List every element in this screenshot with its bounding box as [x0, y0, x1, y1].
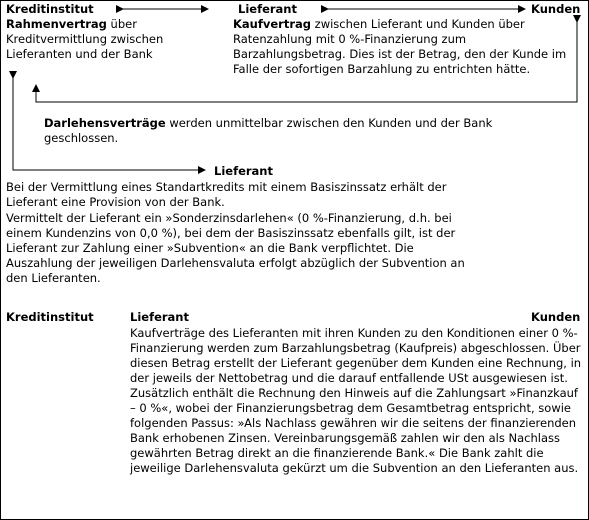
top-label-kreditinstitut: Kreditinstitut — [6, 2, 94, 16]
rahmenvertrag-text — [6, 17, 204, 62]
bottom-label-lieferant: Lieferant — [130, 310, 189, 324]
bottom-label-kreditinstitut: Kreditinstitut — [6, 310, 94, 324]
bottom-paragraph: Kaufverträge des Lieferanten mit ihren Kunden zu den Konditionen einer 0 %-Finanzierung werden zum Barzahlungsbetrag (Kaufpreis) abgeschlossen. Über diesen Betrag erstellt der Lieferant gegenüber dem Kunden eine Rechnung, in der jeweils der Nettobetrag und die darauf entfallende USt ausgewiesen ist. Zusätzlich enthält die Rechnung den Hinweis auf die Zahlungsart »Finanzkauf – 0 %«, wobei der Finanzierungsbetrag dem Gesamtbetrag entspricht, sowie folgenden Passus: »Als Nachlass gewähren wir die seitens der finanzierenden Bank erhobenen Zinsen. Vereinbarungsgemäß zahlen wir den als Nachlass gewährten Betrag direkt an die finanzierende Bank.« Die Bank zahlt die jeweilige Darlehensvaluta gekürzt um die Subvention an den Lieferanten aus. — [130, 326, 582, 475]
darlehen-body: werden unmittelbar zwischen den Kunden und der Bank geschlossen. — [44, 116, 493, 145]
darlehen-title: Darlehensverträge — [44, 116, 166, 130]
middle-label-lieferant: Lieferant — [214, 164, 273, 178]
kaufvertrag-body: zwischen Lieferant und Kunden über Ratenzahlung mit 0 %-Finanzierung zum Barzahlungsbetrag. Dies ist der Betrag, den der Kunde im Falle der sofortigen Barzahlung zu entrichten hätte. — [233, 17, 567, 76]
middle-paragraph-2: Vermittelt der Lieferant ein »Sonderzinsdarlehen« (0 %-Finanzierung, d.h. bei einem Kundenzins von 0,0 %), bei dem der Basiszinssatz ebenfalls gilt, ist der Lieferant zur Zahlung einer »Subvention« an die Bank verpflichtet. Die Auszahlung der jeweiligen Darlehensvaluta erfolgt abzüglich der Subvention an den Lieferanten. — [6, 211, 465, 285]
rahmenvertrag-title: Rahmenvertrag — [6, 17, 107, 31]
rahmenvertrag-body: über Kreditvermittlung zwischen Lieferanten und der Bank — [6, 17, 164, 61]
kaufvertrag-title: Kaufvertrag — [233, 17, 311, 31]
kaufvertrag-text — [233, 17, 581, 77]
middle-paragraph-1: Bei der Vermittlung eines Standartkredits mit einem Basiszinssatz erhält der Lieferant eine Provision von der Bank. — [6, 180, 447, 209]
top-label-lieferant: Lieferant — [238, 2, 297, 16]
top-label-kunden: Kunden — [531, 2, 581, 16]
bottom-label-kunden: Kunden — [531, 310, 581, 324]
darlehen-text — [44, 116, 564, 146]
